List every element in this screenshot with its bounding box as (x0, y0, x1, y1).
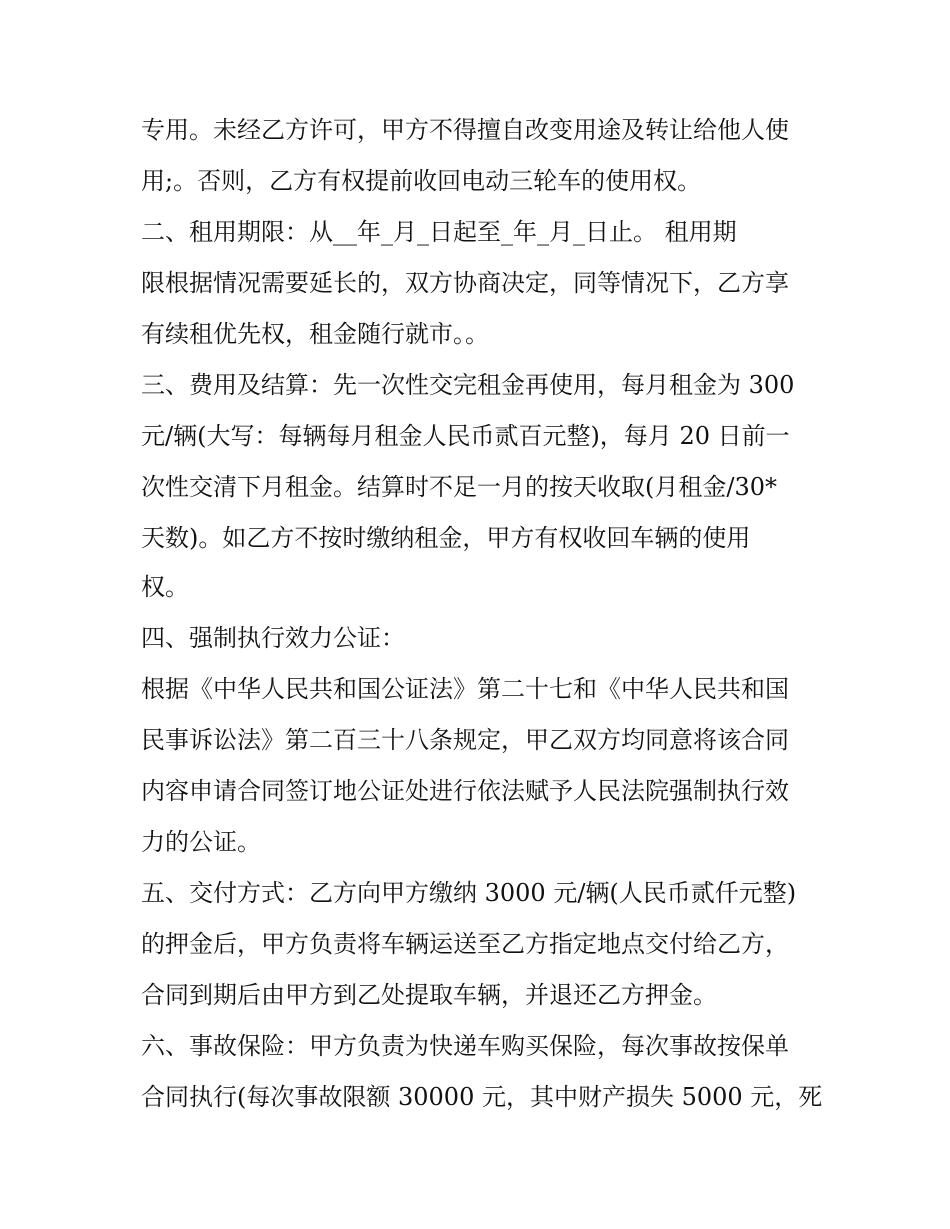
text-line: 天数)。如乙方不按时缴纳租金，甲方有权收回车辆的使用 (141, 524, 751, 552)
text-line: 合同执行(每次事故限额 30000 元，其中财产损失 5000 元，死 (141, 1083, 823, 1111)
text-line: 根据《中华人民共和国公证法》第二十七和《中华人民共和国 (141, 675, 789, 703)
text-line: 二、租用期限：从__年_月_日起至_年_月_日止。 租用期 (141, 218, 737, 246)
text-line: 专用。未经乙方许可，甲方不得擅自改变用途及转让给他人使 (141, 116, 789, 144)
text-line: 次性交清下月租金。结算时不足一月的按天收取(月租金/30* (141, 473, 777, 501)
text-line: 三、费用及结算：先一次性交完租金再使用，每月租金为 300 (141, 371, 795, 399)
text-line: 五、交付方式：乙方向甲方缴纳 3000 元/辆(人民币贰仟元整) (141, 879, 797, 907)
text-line: 限根据情况需要延长的，双方协商决定，同等情况下，乙方享 (141, 269, 789, 297)
text-line: 权。 (141, 573, 189, 601)
text-line: 内容申请合同签订地公证处进行依法赋予人民法院强制执行效 (141, 777, 789, 805)
text-line: 民事诉讼法》第二百三十八条规定，甲乙双方均同意将该合同 (141, 726, 789, 754)
text-line: 六、事故保险：甲方负责为快递车购买保险，每次事故按保单 (141, 1032, 789, 1060)
text-line: 元/辆(大写：每辆每月租金人民币贰百元整)，每月 20 日前一 (141, 422, 790, 450)
text-line: 有续租优先权，租金随行就市。。 (141, 320, 489, 348)
text-line: 四、强制执行效力公证： (141, 624, 405, 652)
text-line: 的押金后，甲方负责将车辆运送至乙方指定地点交付给乙方， (141, 930, 789, 958)
text-line: 合同到期后由甲方到乙处提取车辆，并退还乙方押金。 (141, 981, 717, 1009)
text-line: 力的公证。 (141, 828, 261, 856)
text-line: 用;。否则，乙方有权提前收回电动三轮车的使用权。 (141, 167, 702, 195)
